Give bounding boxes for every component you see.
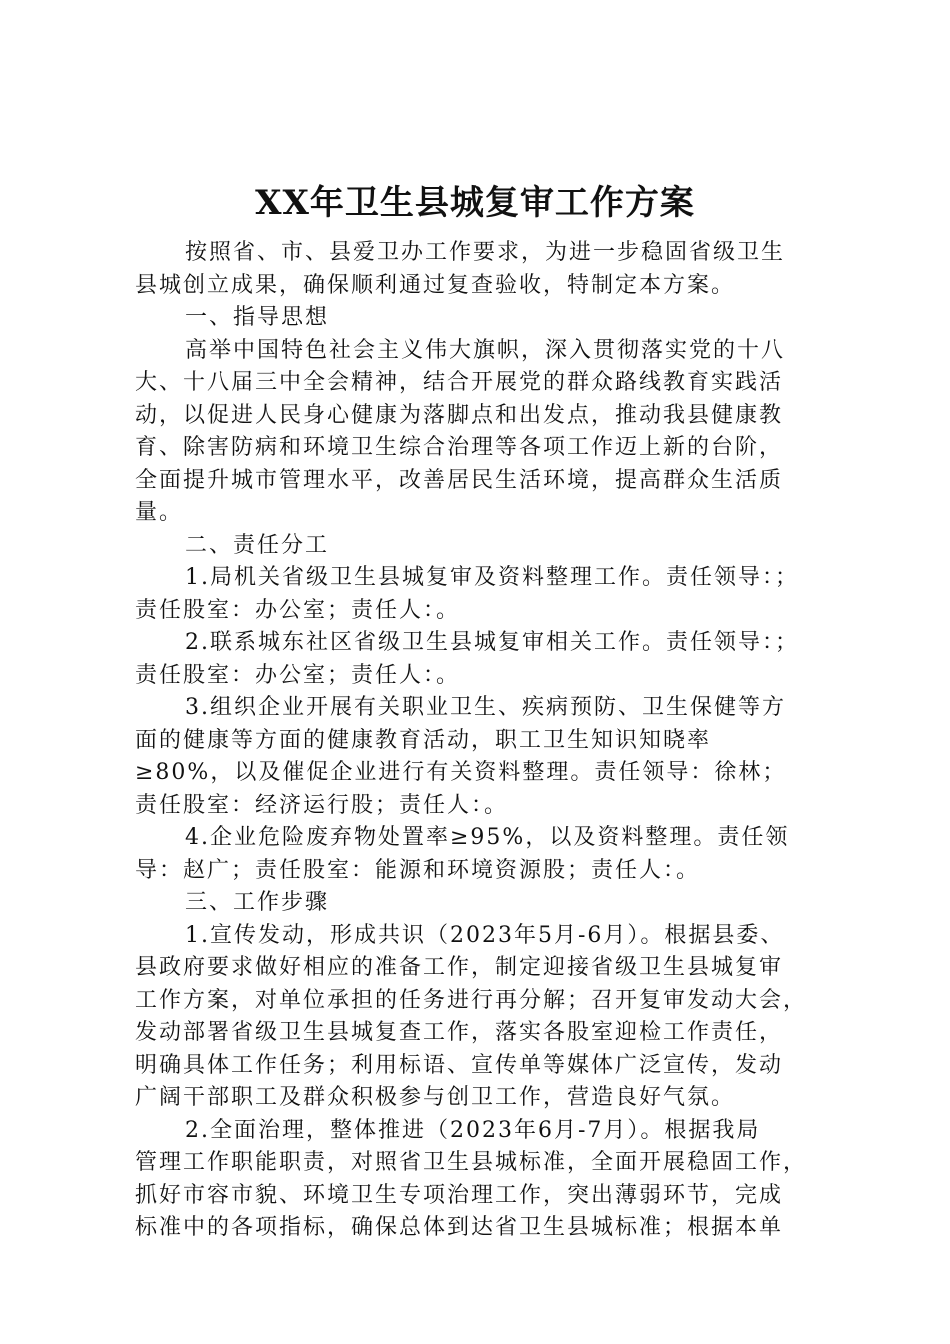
body-line: 管理工作职能职责，对照省卫生县城标准，全面开展稳固工作， xyxy=(135,1150,808,1175)
body-line: 一、指导思想 xyxy=(185,305,330,330)
body-line: 量。 xyxy=(135,500,184,525)
document-title: XX年卫生县城复审工作方案 xyxy=(255,183,695,223)
body-line: 4.企业危险废弃物处置率≥95%，以及资料整理。责任领 xyxy=(185,825,790,850)
body-line: 三、工作步骤 xyxy=(185,890,330,915)
body-line: 高举中国特色社会主义伟大旗帜，深入贯彻落实党的十八 xyxy=(185,337,786,363)
body-line: 2.全面治理，整体推进（2023年6月-7月）。根据我局 xyxy=(185,1117,761,1143)
body-line: 发动部署省级卫生县城复查工作，落实各股室迎检工作责任， xyxy=(135,1020,784,1045)
body-line: 明确具体工作任务；利用标语、宣传单等媒体广泛宣传，发动 xyxy=(135,1052,784,1078)
document-body xyxy=(135,237,825,1245)
body-line: 县政府要求做好相应的准备工作，制定迎接省级卫生县城复审 xyxy=(135,955,784,980)
body-line: 2.联系城东社区省级卫生县城复审相关工作。责任领导：； xyxy=(185,630,799,655)
body-line: 育、除害防病和环境卫生综合治理等各项工作迈上新的台阶， xyxy=(135,435,784,460)
body-line: 大、十八届三中全会精神，结合开展党的群众路线教育实践活 xyxy=(135,370,784,395)
body-line: 标准中的各项指标，确保总体到达省卫生县城标准；根据本单 xyxy=(135,1215,784,1240)
body-line: 责任股室：办公室；责任人：。 xyxy=(135,662,461,688)
body-line: ≥80%，以及催促企业进行有关资料整理。责任领导：徐林； xyxy=(135,760,787,785)
body-line: 广阔干部职工及群众积极参与创卫工作，营造良好气氛。 xyxy=(135,1085,736,1110)
body-line: 全面提升城市管理水平，改善居民生活环境，提高群众生活质 xyxy=(135,467,784,493)
body-line: 导：赵广；责任股室：能源和环境资源股；责任人：。 xyxy=(135,857,701,883)
body-line: 责任股室：经济运行股；责任人：。 xyxy=(135,792,509,818)
body-line: 按照省、市、县爱卫办工作要求，为进一步稳固省级卫生 xyxy=(185,240,786,265)
body-line: 1.宣传发动，形成共识（2023年5月-6月）。根据县委、 xyxy=(185,922,785,948)
body-line: 责任股室：办公室；责任人：。 xyxy=(135,597,461,623)
body-line: 1.局机关省级卫生县城复审及资料整理工作。责任领导：； xyxy=(185,565,799,590)
body-line: 县城创立成果，确保顺利通过复查验收，特制定本方案。 xyxy=(135,272,736,298)
body-line: 3.组织企业开展有关职业卫生、疾病预防、卫生保健等方 xyxy=(185,695,786,720)
body-line: 抓好市容市貌、环境卫生专项治理工作，突出薄弱环节，完成 xyxy=(135,1182,784,1208)
body-line: 动，以促进人民身心健康为落脚点和出发点，推动我县健康教 xyxy=(135,402,784,428)
body-line: 工作方案，对单位承担的任务进行再分解；召开复审发动大会， xyxy=(135,987,808,1013)
body-line: 二、责任分工 xyxy=(185,532,330,558)
body-line: 面的健康等方面的健康教育活动，职工卫生知识知晓率 xyxy=(135,727,712,753)
